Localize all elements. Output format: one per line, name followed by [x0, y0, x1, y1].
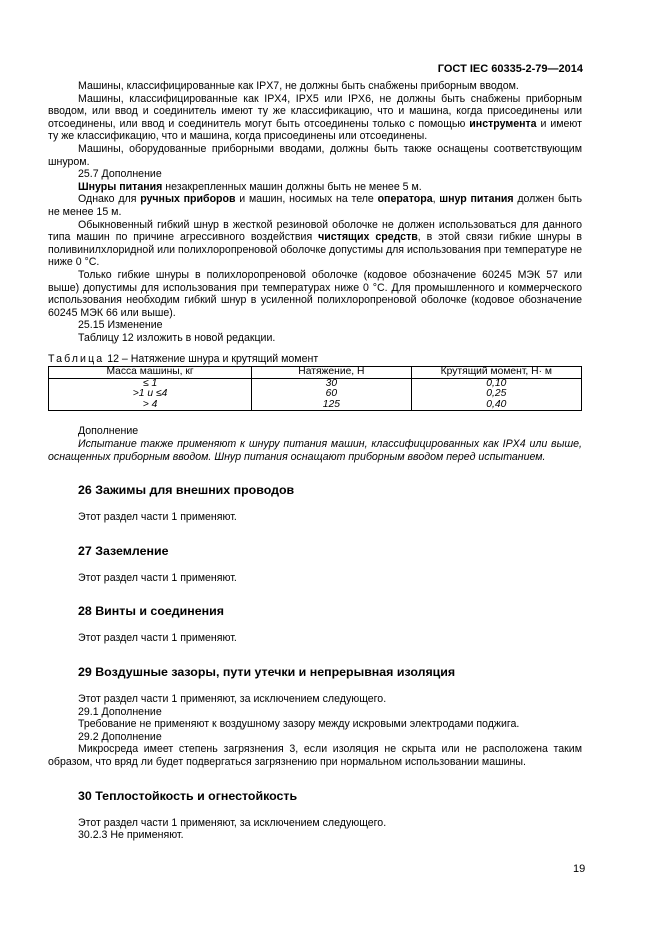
table-cell: 125: [252, 400, 411, 411]
table-cell: >1 и ≤4: [49, 389, 252, 400]
table-cell: ≤ 1: [49, 378, 252, 389]
section-text: Этот раздел части 1 применяют.: [78, 632, 237, 645]
term-bold: чистящих средств: [318, 231, 418, 244]
addition-label: Дополнение: [78, 425, 139, 438]
section-text: Этот раздел части 1 применяют, за исключением следующего.: [78, 693, 387, 706]
paragraph: Обыкновенный гибкий шнур в жесткой резиновой оболочке не должен использоваться для данного типа машин по причине агрессивного воздействия чистящих средств, в этой связи гибкие шнуры в поливинилхлоридной или полихлоропреновой оболочке допустимы для использования при температуре не ниже 0 °С.: [48, 218, 582, 269]
clause-heading: 29.1 Дополнение: [78, 705, 162, 718]
table-header-cell: Крутящий момент, Н· м: [411, 367, 581, 379]
clause-heading: 29.2 Дополнение: [78, 730, 162, 743]
page-content: [48, 80, 582, 842]
clause-heading: 25.15 Изменение: [78, 319, 163, 332]
term-bold: ручных приборов: [140, 193, 236, 206]
term-bold: оператора: [377, 193, 433, 206]
page-number: 19: [573, 863, 586, 875]
table-cell: 0,10: [411, 378, 581, 389]
term-bold: инструмента: [469, 117, 537, 130]
table-cell: 30: [252, 378, 411, 389]
table-cell: 0,25: [411, 389, 581, 400]
paragraph: Машины, классифицированные как IPX7, не должны быть снабжены приборным вводом.: [78, 80, 519, 92]
standard-header: ГОСТ IEC 60335-2-79—2014: [437, 63, 583, 75]
table-row: [49, 400, 582, 411]
term-bold: Шнуры питания: [78, 180, 163, 193]
section-text: Этот раздел части 1 применяют.: [78, 511, 237, 524]
table-cell: 60: [252, 389, 411, 400]
clause-heading: 30.2.3 Не применяют.: [78, 829, 184, 842]
table-cell: 0,40: [411, 400, 581, 411]
table-caption: Таблица 12 – Натяжение шнура и крутящий момент: [48, 353, 319, 366]
clause-heading: 25.7 Дополнение: [78, 168, 162, 181]
section-text: Этот раздел части 1 применяют, за исключением следующего.: [78, 816, 387, 829]
table-header-cell: Натяжение, Н: [252, 367, 411, 379]
section-text: Микросреда имеет степень загрязнения 3, если изоляция не скрыта или не расположена таким образом, что вряд ли будет подвергаться загрязнению при нормальном использовании машины.: [48, 743, 582, 768]
paragraph: Машины, оборудованные приборными вводами, должны быть также оснащены соответствующим шнуром.: [48, 142, 582, 168]
section-title-30: 30 Теплостойкость и огнестойкость: [78, 788, 298, 803]
section-text: Требование не применяют к воздушному зазору между искровыми электродами поджига.: [78, 718, 520, 731]
paragraph: Только гибкие шнуры в полихлоропреновой оболочке (кодовое обозначение 60245 МЭК 57 или выше) допустимы для использования при температурах ниже 0 °С. Для промышленного и коммерческого использования необходим гибкий шнур в усиленной полихлоропреновой оболочке (кодовое обозначение 60245 МЭК 66 или выше).: [48, 268, 582, 319]
section-title-29: 29 Воздушные зазоры, пути утечки и непрерывная изоляция: [78, 665, 456, 680]
table-cell: > 4: [49, 400, 252, 411]
section-title-27: 27 Заземление: [78, 543, 169, 558]
addition-text: Испытание также применяют к шнуру питания машин, классифицированных как IPX4 или выше, оснащенных приборным вводом. Шнур питания оснащают приборным вводом перед испытанием.: [48, 438, 582, 463]
paragraph: Однако для ручных приборов и машин, носимых на теле оператора, шнур питания должен быть не менее 15 м.: [48, 193, 583, 218]
paragraph: Машины, классифицированные как IPX4, IPX5 или IPX6, не должны быть снабжены приборным вводом, или ввод и соединитель имеют ту же классификацию, что и машина, когда присоединены или отсоединены, или ввод и соединитель могут быть отсоединены только с помощью инструмента и имеют ту же классификацию, что и машина, когда присоединены или отсоединены.: [48, 92, 582, 143]
table-header-cell: Масса машины, кг: [49, 367, 252, 379]
section-title-28: 28 Винты и соединения: [78, 604, 224, 619]
paragraph: Таблицу 12 изложить в новой редакции.: [78, 331, 276, 344]
section-text: Этот раздел части 1 применяют.: [78, 571, 237, 584]
cord-tension-table: [48, 366, 582, 411]
term-bold: шнур питания: [439, 193, 514, 206]
section-title-26: 26 Зажимы для внешних проводов: [78, 483, 295, 498]
paragraph: Шнуры питания незакрепленных машин должны быть не менее 5 м.: [78, 180, 422, 193]
table-header-row: [49, 367, 582, 379]
